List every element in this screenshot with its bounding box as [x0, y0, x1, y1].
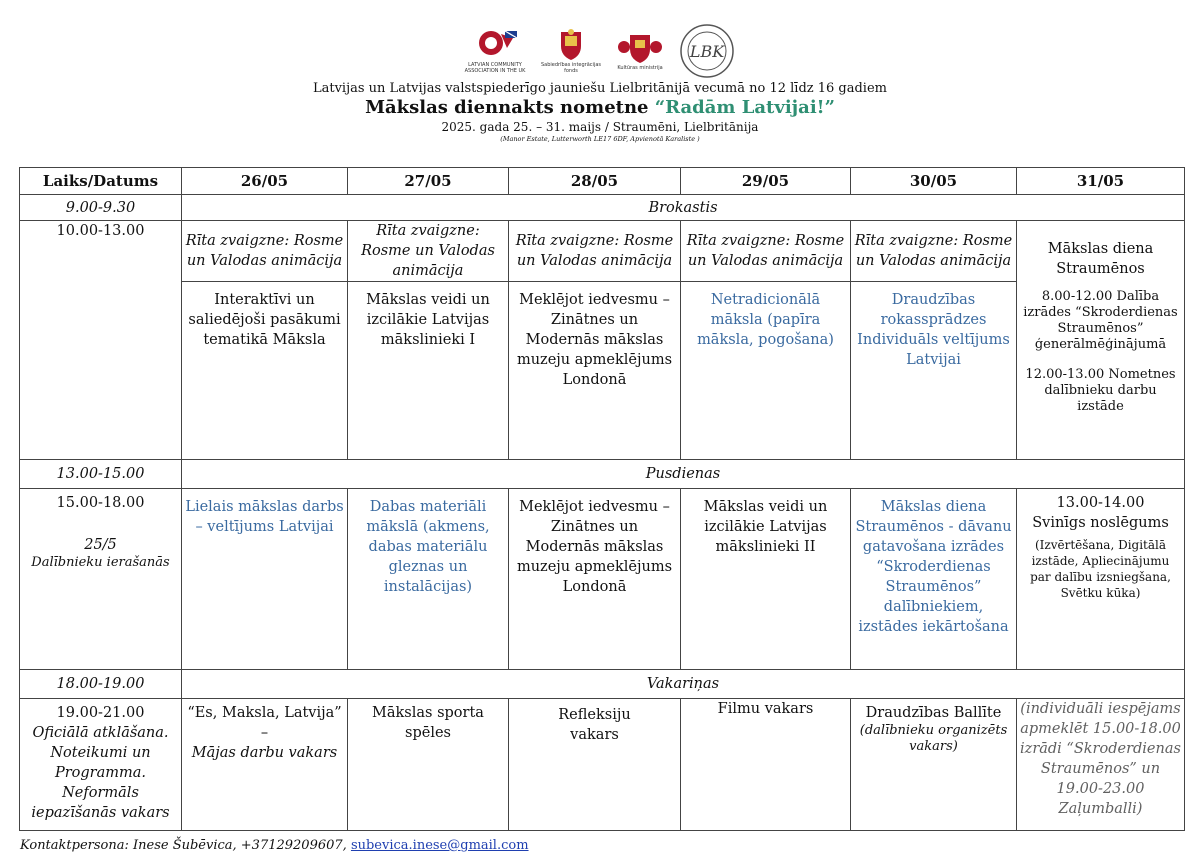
- evening-row: [20, 699, 1185, 831]
- arrival-date: 25/5: [84, 537, 117, 553]
- breakfast-row: [20, 195, 1185, 221]
- integration-fund-crest-icon: [551, 28, 591, 62]
- col-header-30: 30/05: [851, 168, 1017, 195]
- evening-27: Mākslas sporta spēles: [348, 699, 509, 831]
- exhibition: 12.00-13.00 Nometnes dalībnieku darbu izstāde: [1025, 367, 1176, 414]
- evening-31: (individuāli iespējams apmeklēt 15.00-18.00 izrādi “Skroderdienas Straumēnos” un 19.00-23.00 Zaļumballi): [1017, 699, 1185, 831]
- morning-act-26: Interaktīvi un saliedējoši pasākumi tematikā Māksla: [182, 282, 348, 460]
- dinner-row: [20, 670, 1185, 699]
- camp-dates: 2025. gada 25. – 31. maijs / Straumēni, Lielbritānija: [441, 120, 759, 134]
- morning-star-30: Rīta zvaigzne: Rosme un Valodas animācija: [851, 221, 1017, 282]
- lunch-row: [20, 460, 1185, 489]
- morning-time: 10.00-13.00: [20, 221, 182, 460]
- lunch-time: 13.00-15.00: [20, 460, 182, 489]
- morning-activity-row: [20, 282, 1185, 460]
- col-header-27: 27/05: [348, 168, 509, 195]
- afternoon-act-28: Meklējot iedvesmu – Zinātnes un Modernās mākslas muzeju apmeklējums Londonā: [509, 489, 681, 670]
- afternoon-row: [20, 489, 1185, 670]
- contact-person: Kontaktpersona: Inese Šubēvica, +37129209607,: [20, 838, 351, 853]
- col-header-time: Laiks/Datums: [20, 168, 182, 195]
- afternoon-31: [1017, 489, 1185, 670]
- integration-fund-logo: Sabiedrības integrācijas fonds: [540, 28, 602, 74]
- document-title: Mākslas diennakts nometne “Radām Latvijai!”: [365, 97, 835, 118]
- evening-time-cell: [20, 699, 182, 831]
- morning-31: [1017, 221, 1185, 460]
- afternoon-act-26: Lielais mākslas darbs – veltījums Latvijai: [182, 489, 348, 670]
- morning-act-27: Mākslas veidi un izcilākie Latvijas mākslinieki I: [348, 282, 509, 460]
- culture-ministry-crest-icon: [616, 31, 664, 65]
- opening-evening: Oficiālā atklāšana. Noteikumi un Programma. Neformāls iepazīšanās vakars: [31, 725, 170, 821]
- evening-26: “Es, Maksla, Latvija” – Mājas darbu vakars: [182, 699, 348, 831]
- afternoon-act-29: Mākslas veidi un izcilākie Latvijas mākslinieki II: [681, 489, 851, 670]
- target-audience: Latvijas un Latvijas valstspiederīgo jauniešu Lielbritānijā vecumā no 12 līdz 16 gadiem: [312, 81, 887, 96]
- morning-star-26: Rīta zvaigzne: Rosme un Valodas animācija: [182, 221, 348, 282]
- col-header-29: 29/05: [681, 168, 851, 195]
- svg-text:LBK: LBK: [689, 42, 725, 61]
- afternoon-time: 15.00-18.00: [56, 495, 145, 511]
- dress-rehearsal: 8.00-12.00 Dalība izrādes “Skroderdienas Straumēnos” ģenerālmēģinājumā: [1023, 289, 1178, 352]
- header-row: [20, 168, 1185, 195]
- lcauk-logo-icon: [467, 28, 523, 62]
- arrival-text: Dalībnieku ierašanās: [31, 555, 170, 570]
- morning-act-28: Meklējot iedvesmu – Zinātnes un Modernās mākslas muzeju apmeklējums Londonā: [509, 282, 681, 460]
- afternoon-time-cell: [20, 489, 182, 670]
- lcauk-logo: LATVIAN COMMUNITY ASSOCIATION IN THE UK: [464, 28, 526, 74]
- morning-star-28: Rīta zvaigzne: Rosme un Valodas animācija: [509, 221, 681, 282]
- contact-email-link[interactable]: subevica.inese@gmail.com: [350, 838, 529, 853]
- morning-act-29: Netradicionālā māksla (papīra māksla, pogošana): [681, 282, 851, 460]
- evening-28: Refleksiju vakars: [509, 699, 681, 831]
- dinner-time: 18.00-19.00: [20, 670, 182, 699]
- camp-seal-icon: [678, 24, 736, 78]
- afternoon-act-30: Mākslas diena Straumēnos - dāvanu gatavošana izrādes “Skroderdienas Straumēnos” dalībniekiem, izstādes iekārtošana: [851, 489, 1017, 670]
- col-header-31: 31/05: [1017, 168, 1185, 195]
- morning-act-30: Draudzības rokassprādzes Individuāls veltījums Latvijai: [851, 282, 1017, 460]
- col-header-28: 28/05: [509, 168, 681, 195]
- evening-time: 19.00-21.00: [56, 705, 145, 721]
- breakfast-label: Brokastis: [182, 195, 1185, 221]
- morning-star-row: [20, 221, 1185, 282]
- afternoon-act-27: Dabas materiāli mākslā (akmens, dabas materiālu gleznas un instalācijas): [348, 489, 509, 670]
- breakfast-time: 9.00-9.30: [20, 195, 182, 221]
- dinner-label: Vakariņas: [182, 670, 1185, 699]
- closing-title: Svinīgs noslēgums: [1032, 515, 1169, 531]
- contact-footer: [20, 838, 529, 853]
- col-header-26: 26/05: [182, 168, 348, 195]
- morning-star-27: Rīta zvaigzne: Rosme un Valodas animācija: [348, 221, 509, 282]
- culture-ministry-logo: Kultūras ministrija: [616, 31, 664, 71]
- logo-strip: [0, 24, 1200, 78]
- camp-name: “Radām Latvijai!”: [654, 97, 835, 118]
- document-header: [0, 81, 1200, 144]
- schedule-table: [19, 167, 1185, 831]
- lunch-label: Pusdienas: [182, 460, 1185, 489]
- evening-30: Draudzības Ballīte (dalībnieku organizēts vakars): [851, 699, 1017, 831]
- evening-29: Filmu vakars: [681, 699, 851, 831]
- camp-address: (Manor Estate, Lutterworth LE17 6DF, Apvienotā Karaliste ): [500, 135, 700, 143]
- art-day-title: Mākslas diena Straumēnos: [1047, 241, 1154, 277]
- morning-star-29: Rīta zvaigzne: Rosme un Valodas animācija: [681, 221, 851, 282]
- closing-time: 13.00-14.00: [1056, 495, 1145, 511]
- camp-seal: [678, 24, 736, 78]
- closing-detail: (Izvērtēšana, Digitālā izstāde, Apliecinājumu par dalību izsniegšana, Svētku kūka): [1030, 538, 1171, 600]
